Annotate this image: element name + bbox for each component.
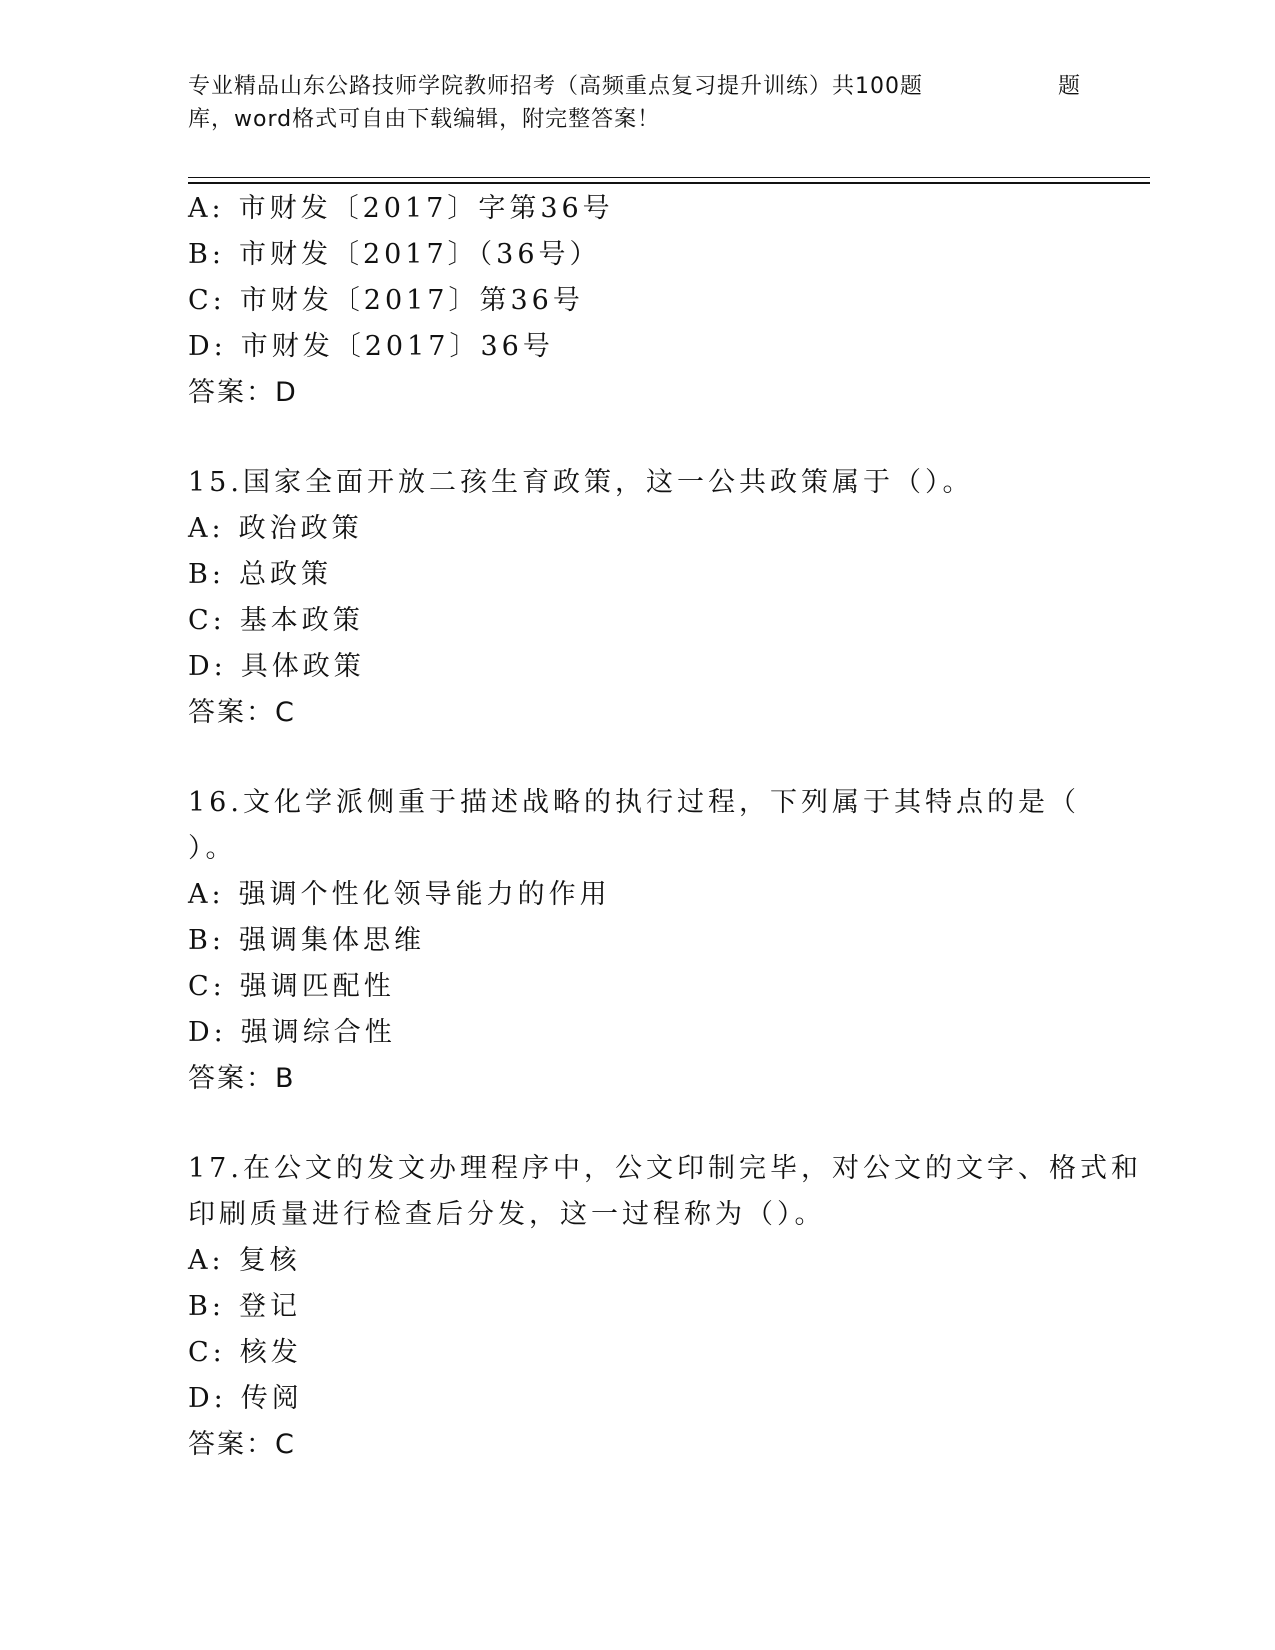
option-letter: B: — [188, 1291, 225, 1322]
question-14 — [188, 186, 1088, 416]
header-title: 专业精品山东公路技师学院教师招考（高频重点复习提升训练）共100题 — [188, 74, 923, 99]
option-text: 强调综合性 — [240, 1017, 396, 1048]
answer: 答案：B — [188, 1063, 296, 1094]
option-letter: A: — [188, 513, 225, 544]
answer: 答案：C — [188, 697, 296, 728]
option-letter: B: — [188, 239, 225, 270]
option-text: 政治政策 — [238, 513, 363, 544]
option-text: 市财发〔2017〕（36号） — [238, 239, 601, 270]
header-title-tail: 题 — [1058, 74, 1082, 99]
header-line-2: 库，word格式可自由下载编辑，附完整答案！ — [188, 107, 661, 132]
option-text: 总政策 — [238, 559, 332, 590]
option-letter: A: — [188, 879, 225, 910]
option-letter: D: — [188, 1383, 227, 1414]
option-text: 传阅 — [240, 1383, 303, 1414]
answer: 答案：C — [188, 1429, 296, 1460]
option-letter: B: — [188, 925, 225, 956]
header-line-1 — [188, 70, 1088, 103]
option-letter: A: — [188, 1245, 225, 1276]
option-text: 复核 — [238, 1245, 301, 1276]
option-c — [188, 598, 1088, 644]
question-text-line-1: 16.文化学派侧重于描述战略的执行过程，下列属于其特点的是（ — [188, 787, 1080, 818]
option-letter: C: — [188, 605, 226, 636]
header-rule-thick — [188, 182, 1150, 184]
option-text: 市财发〔2017〕第36号 — [239, 285, 584, 316]
option-a — [188, 506, 1088, 552]
option-c — [188, 964, 1088, 1010]
option-b — [188, 232, 1088, 278]
option-c — [188, 1330, 1088, 1376]
option-b — [188, 1284, 1088, 1330]
option-letter: B: — [188, 559, 225, 590]
document-header — [188, 70, 1088, 136]
question-16 — [188, 780, 1088, 1102]
option-letter: A: — [188, 193, 225, 224]
option-text: 强调集体思维 — [238, 925, 425, 956]
question-text-line-2: 印刷质量进行检查后分发，这一过程称为（）。 — [188, 1199, 826, 1230]
option-a — [188, 1238, 1088, 1284]
option-b — [188, 918, 1088, 964]
option-c — [188, 278, 1088, 324]
option-b — [188, 552, 1088, 598]
option-text: 市财发〔2017〕36号 — [240, 331, 554, 362]
question-text: 15.国家全面开放二孩生育政策，这一公共政策属于（）。 — [188, 467, 974, 498]
option-text: 具体政策 — [240, 651, 365, 682]
option-text: 登记 — [238, 1291, 301, 1322]
question-15 — [188, 460, 1088, 736]
option-text: 市财发〔2017〕字第36号 — [238, 193, 614, 224]
answer: 答案：D — [188, 377, 298, 408]
question-text-line-2: ）。 — [188, 833, 237, 864]
option-d — [188, 644, 1088, 690]
option-letter: D: — [188, 651, 227, 682]
header-rule-thin — [188, 177, 1150, 178]
option-letter: C: — [188, 971, 226, 1002]
option-a — [188, 872, 1088, 918]
option-text: 强调个性化领导能力的作用 — [238, 879, 611, 910]
option-letter: D: — [188, 331, 227, 362]
question-17 — [188, 1146, 1142, 1468]
option-d — [188, 324, 1088, 370]
option-letter: C: — [188, 1337, 226, 1368]
option-letter: D: — [188, 1017, 227, 1048]
question-text-line-1: 17.在公文的发文办理程序中，公文印制完毕，对公文的文字、格式和 — [188, 1153, 1142, 1184]
option-text: 基本政策 — [239, 605, 364, 636]
option-d — [188, 1010, 1088, 1056]
option-letter: C: — [188, 285, 226, 316]
option-text: 强调匹配性 — [239, 971, 395, 1002]
option-text: 核发 — [239, 1337, 302, 1368]
option-d — [188, 1376, 1088, 1422]
option-a — [188, 186, 1088, 232]
question-list — [188, 186, 1142, 1468]
